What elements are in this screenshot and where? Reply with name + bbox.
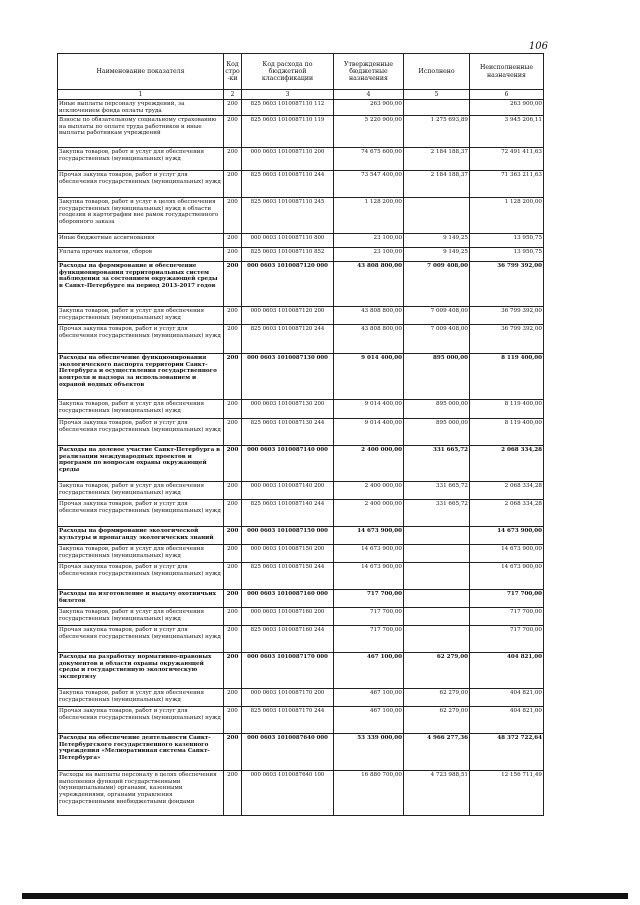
row-remaining: 48 372 722,64 — [470, 734, 544, 771]
row-code: 200 — [224, 653, 242, 689]
row-executed — [404, 545, 470, 563]
row-classification: 825 0603 1010087120 244 — [242, 325, 334, 354]
row-name: Расходы на изготовление и выдачу охотничьих билетов — [58, 590, 224, 608]
row-executed: 62 279,00 — [404, 689, 470, 707]
row-code: 200 — [224, 400, 242, 419]
row-executed — [404, 626, 470, 653]
table-row — [58, 446, 544, 482]
row-approved: 14 673 900,00 — [334, 545, 404, 563]
row-executed: 7 009 408,00 — [404, 307, 470, 325]
row-classification: 000 0603 1010087130 000 — [242, 354, 334, 400]
row-remaining: 1 128 200,00 — [470, 198, 544, 234]
header-code: Код стро-ки — [224, 54, 242, 90]
row-remaining: 8 119 400,00 — [470, 419, 544, 446]
row-name: Прочая закупка товаров, работ и услуг для обеспечения государственных (муниципальных) нужд — [58, 325, 224, 354]
row-remaining: 14 673 900,00 — [470, 545, 544, 563]
table-body — [58, 100, 544, 816]
row-code: 200 — [224, 419, 242, 446]
row-classification: 000 0603 1010087170 200 — [242, 689, 334, 707]
row-classification: 825 0603 1010087110 245 — [242, 198, 334, 234]
table-row — [58, 545, 544, 563]
table-row — [58, 325, 544, 354]
row-remaining: 717 700,00 — [470, 626, 544, 653]
row-remaining: 14 673 900,00 — [470, 563, 544, 590]
table-row — [58, 148, 544, 171]
row-name: Расходы на формирование экологической культуры и пропаганду экологических знаний — [58, 527, 224, 545]
row-code: 200 — [224, 248, 242, 262]
row-classification: 000 0603 1010087170 000 — [242, 653, 334, 689]
header-executed: Исполнено — [404, 54, 470, 90]
row-classification: 825 0603 1010087170 244 — [242, 707, 334, 734]
row-executed — [404, 563, 470, 590]
column-number: 5 — [404, 90, 470, 100]
row-approved: 14 673 900,00 — [334, 527, 404, 545]
row-code: 200 — [224, 590, 242, 608]
row-remaining: 717 700,00 — [470, 590, 544, 608]
row-executed — [404, 198, 470, 234]
row-executed: 895 000,00 — [404, 419, 470, 446]
row-name: Прочая закупка товаров, работ и услуг для обеспечения государственных (муниципальных) нужд — [58, 626, 224, 653]
table-row — [58, 563, 544, 590]
row-remaining: 36 799 392,00 — [470, 262, 544, 307]
row-remaining: 71 363 211,63 — [470, 171, 544, 198]
table-row — [58, 262, 544, 307]
row-name: Закупка товаров, работ и услуг для обеспечения государственных (муниципальных) нужд — [58, 307, 224, 325]
row-code: 200 — [224, 626, 242, 653]
table-row — [58, 653, 544, 689]
column-number: 2 — [224, 90, 242, 100]
row-code: 200 — [224, 771, 242, 816]
row-name: Прочая закупка товаров, работ и услуг для обеспечения государственных (муниципальных) нужд — [58, 563, 224, 590]
row-executed: 4 723 988,51 — [404, 771, 470, 816]
row-approved: 263 900,00 — [334, 100, 404, 116]
row-name: Прочая закупка товаров, работ и услуг для обеспечения государственных (муниципальных) нужд — [58, 171, 224, 198]
row-code: 200 — [224, 608, 242, 626]
row-approved: 717 700,00 — [334, 608, 404, 626]
row-classification: 000 0603 1010087160 000 — [242, 590, 334, 608]
row-name: Закупка товаров, работ и услуг для обеспечения государственных (муниципальных) нужд — [58, 148, 224, 171]
row-classification: 000 0603 1010087110 800 — [242, 234, 334, 248]
row-classification: 000 0603 1010087140 200 — [242, 482, 334, 500]
table-row — [58, 307, 544, 325]
row-name: Иные бюджетные ассигнования — [58, 234, 224, 248]
row-classification: 825 0603 1010087110 852 — [242, 248, 334, 262]
row-code: 200 — [224, 100, 242, 116]
row-classification: 825 0603 1010087160 244 — [242, 626, 334, 653]
budget-execution-table — [57, 53, 544, 816]
row-approved: 74 675 600,00 — [334, 148, 404, 171]
row-name: Закупка товаров, работ и услуг для обеспечения государственных (муниципальных) нужд — [58, 400, 224, 419]
table-row — [58, 248, 544, 262]
row-remaining: 404 821,00 — [470, 707, 544, 734]
row-classification: 825 0603 1010087110 244 — [242, 171, 334, 198]
row-classification: 825 0603 1010087110 112 — [242, 100, 334, 116]
row-classification: 000 0603 1010087150 200 — [242, 545, 334, 563]
row-classification: 000 0603 1010087130 200 — [242, 400, 334, 419]
row-executed — [404, 608, 470, 626]
scan-edge-bar — [22, 893, 628, 899]
row-name: Расходы на обеспечение деятельности Санкт-Петербургского государственного казенного учреждения «Мелиоративная система Санкт-Петербурга» — [58, 734, 224, 771]
row-approved: 1 128 200,00 — [334, 198, 404, 234]
column-number: 4 — [334, 90, 404, 100]
row-approved: 14 673 900,00 — [334, 563, 404, 590]
row-executed: 7 009 408,00 — [404, 325, 470, 354]
row-approved: 2 400 000,00 — [334, 446, 404, 482]
row-remaining: 2 068 334,28 — [470, 482, 544, 500]
table-header-row — [58, 54, 544, 90]
row-executed — [404, 527, 470, 545]
row-approved: 2 400 000,00 — [334, 500, 404, 527]
row-classification: 000 0603 1010087640 000 — [242, 734, 334, 771]
table-row — [58, 482, 544, 500]
row-executed — [404, 100, 470, 116]
row-executed: 62 279,00 — [404, 707, 470, 734]
row-name: Закупка товаров, работ и услуг в целях обеспечения государственных (муниципальных) нужд в области геодезии и картографии вне рамок государственного оборонного заказа — [58, 198, 224, 234]
row-executed: 331 665,72 — [404, 446, 470, 482]
row-code: 200 — [224, 527, 242, 545]
row-code: 200 — [224, 545, 242, 563]
row-executed: 9 149,25 — [404, 234, 470, 248]
row-code: 200 — [224, 500, 242, 527]
table-row — [58, 527, 544, 545]
row-remaining: 36 799 392,00 — [470, 307, 544, 325]
row-executed: 895 000,00 — [404, 354, 470, 400]
row-classification: 000 0603 1010087120 000 — [242, 262, 334, 307]
row-classification: 825 0603 1010087110 119 — [242, 116, 334, 148]
row-code: 200 — [224, 116, 242, 148]
row-approved: 43 808 800,00 — [334, 325, 404, 354]
row-name: Закупка товаров, работ и услуг для обеспечения государственных (муниципальных) нужд — [58, 482, 224, 500]
row-classification: 825 0603 1010087150 244 — [242, 563, 334, 590]
row-code: 200 — [224, 262, 242, 307]
row-approved: 5 220 900,00 — [334, 116, 404, 148]
table-row — [58, 234, 544, 248]
table-row — [58, 608, 544, 626]
row-code: 200 — [224, 734, 242, 771]
column-number-row — [58, 90, 544, 100]
row-name: Взносы по обязательному социальному страхованию на выплаты по оплате труда работников и иные выплаты работникам учреждений — [58, 116, 224, 148]
row-code: 200 — [224, 325, 242, 354]
row-approved: 53 339 000,00 — [334, 734, 404, 771]
row-code: 200 — [224, 482, 242, 500]
row-name: Расходы на долевое участие Санкт-Петербурга в реализации международных проектов и программ по вопросам охраны окружающей среды — [58, 446, 224, 482]
row-name: Расходы на разработку нормативно-правовых документов в области охраны окружающей среды и государственную экологическую экспертизу — [58, 653, 224, 689]
row-approved: 9 014 400,00 — [334, 400, 404, 419]
row-approved: 467 100,00 — [334, 689, 404, 707]
row-name: Закупка товаров, работ и услуг для обеспечения государственных (муниципальных) нужд — [58, 689, 224, 707]
row-code: 200 — [224, 148, 242, 171]
row-code: 200 — [224, 563, 242, 590]
header-approved: Утвержденные бюджетные назначения — [334, 54, 404, 90]
row-remaining: 14 673 900,00 — [470, 527, 544, 545]
table-row — [58, 590, 544, 608]
row-executed: 1 275 693,89 — [404, 116, 470, 148]
table-row — [58, 626, 544, 653]
row-name: Расходы на формирование и обеспечение функционирования территориальных систем наблюдения за состоянием окружающей среды в Санкт-Петербурге на период 2013-2017 годов — [58, 262, 224, 307]
row-approved: 43 808 800,00 — [334, 307, 404, 325]
table-row — [58, 707, 544, 734]
page-number: 106 — [528, 41, 548, 52]
row-executed: 2 184 188,37 — [404, 148, 470, 171]
row-classification: 825 0603 1010087130 244 — [242, 419, 334, 446]
column-number: 1 — [58, 90, 224, 100]
row-code: 200 — [224, 446, 242, 482]
row-approved: 717 700,00 — [334, 626, 404, 653]
row-executed: 2 184 188,37 — [404, 171, 470, 198]
row-classification: 825 0603 1010087140 244 — [242, 500, 334, 527]
row-remaining: 404 821,00 — [470, 653, 544, 689]
row-code: 200 — [224, 354, 242, 400]
row-classification: 000 0603 1010087640 100 — [242, 771, 334, 816]
row-name: Закупка товаров, работ и услуг для обеспечения государственных (муниципальных) нужд — [58, 608, 224, 626]
header-name: Наименование показателя — [58, 54, 224, 90]
row-code: 200 — [224, 234, 242, 248]
row-remaining: 2 068 334,28 — [470, 446, 544, 482]
row-approved: 23 100,00 — [334, 234, 404, 248]
table-row — [58, 171, 544, 198]
row-approved: 9 014 400,00 — [334, 419, 404, 446]
row-code: 200 — [224, 171, 242, 198]
row-code: 200 — [224, 307, 242, 325]
header-remaining: Неисполненные назначения — [470, 54, 544, 90]
row-remaining: 12 156 711,49 — [470, 771, 544, 816]
row-executed: 7 009 408,00 — [404, 262, 470, 307]
row-code: 200 — [224, 707, 242, 734]
row-code: 200 — [224, 689, 242, 707]
table-row — [58, 100, 544, 116]
row-remaining: 8 119 400,00 — [470, 400, 544, 419]
row-classification: 000 0603 1010087120 200 — [242, 307, 334, 325]
column-number: 6 — [470, 90, 544, 100]
table-row — [58, 354, 544, 400]
row-remaining: 717 700,00 — [470, 608, 544, 626]
row-executed: 9 149,25 — [404, 248, 470, 262]
header-classification: Код расхода по бюджетной классификации — [242, 54, 334, 90]
row-approved: 16 880 700,00 — [334, 771, 404, 816]
row-approved: 23 100,00 — [334, 248, 404, 262]
row-executed: 62 279,00 — [404, 653, 470, 689]
row-remaining: 2 068 334,28 — [470, 500, 544, 527]
row-remaining: 13 950,75 — [470, 234, 544, 248]
row-remaining: 13 950,75 — [470, 248, 544, 262]
table-row — [58, 419, 544, 446]
row-executed: 331 665,72 — [404, 500, 470, 527]
row-approved: 467 100,00 — [334, 653, 404, 689]
row-approved: 467 100,00 — [334, 707, 404, 734]
row-remaining: 404 821,00 — [470, 689, 544, 707]
row-approved: 73 547 400,00 — [334, 171, 404, 198]
table-row — [58, 771, 544, 816]
table-row — [58, 689, 544, 707]
row-classification: 000 0603 1010087140 000 — [242, 446, 334, 482]
table-row — [58, 198, 544, 234]
row-executed: 4 966 277,36 — [404, 734, 470, 771]
row-name: Уплата прочих налогов, сборов — [58, 248, 224, 262]
row-remaining: 72 491 411,63 — [470, 148, 544, 171]
row-name: Расходы на обеспечение функционирования экологического паспорта территории Санкт-Петербурга и осуществления государственного контроля и надзора за использованием и охраной водных объектов — [58, 354, 224, 400]
row-classification: 000 0603 1010087110 200 — [242, 148, 334, 171]
row-remaining: 263 900,00 — [470, 100, 544, 116]
row-executed: 331 665,72 — [404, 482, 470, 500]
table-row — [58, 734, 544, 771]
row-executed: 895 000,00 — [404, 400, 470, 419]
row-name: Прочая закупка товаров, работ и услуг для обеспечения государственных (муниципальных) нужд — [58, 500, 224, 527]
row-name: Иные выплаты персоналу учреждений, за исключением фонда оплаты труда — [58, 100, 224, 116]
row-name: Прочая закупка товаров, работ и услуг для обеспечения государственных (муниципальных) нужд — [58, 419, 224, 446]
row-approved: 43 808 800,00 — [334, 262, 404, 307]
table-row — [58, 116, 544, 148]
column-number: 3 — [242, 90, 334, 100]
row-name: Расходы на выплаты персоналу в целях обеспечения выполнения функций государственными (муниципальными) органами, казенными учреждениями, органами управления государственными внебюджетными фондами — [58, 771, 224, 816]
row-remaining: 36 799 392,00 — [470, 325, 544, 354]
table-row — [58, 500, 544, 527]
row-remaining: 3 945 206,11 — [470, 116, 544, 148]
row-name: Прочая закупка товаров, работ и услуг для обеспечения государственных (муниципальных) нужд — [58, 707, 224, 734]
row-approved: 717 700,00 — [334, 590, 404, 608]
row-executed — [404, 590, 470, 608]
row-code: 200 — [224, 198, 242, 234]
row-classification: 000 0603 1010087160 200 — [242, 608, 334, 626]
row-classification: 000 0603 1010087150 000 — [242, 527, 334, 545]
row-approved: 2 400 000,00 — [334, 482, 404, 500]
row-remaining: 8 119 400,00 — [470, 354, 544, 400]
row-name: Закупка товаров, работ и услуг для обеспечения государственных (муниципальных) нужд — [58, 545, 224, 563]
row-approved: 9 014 400,00 — [334, 354, 404, 400]
table-row — [58, 400, 544, 419]
